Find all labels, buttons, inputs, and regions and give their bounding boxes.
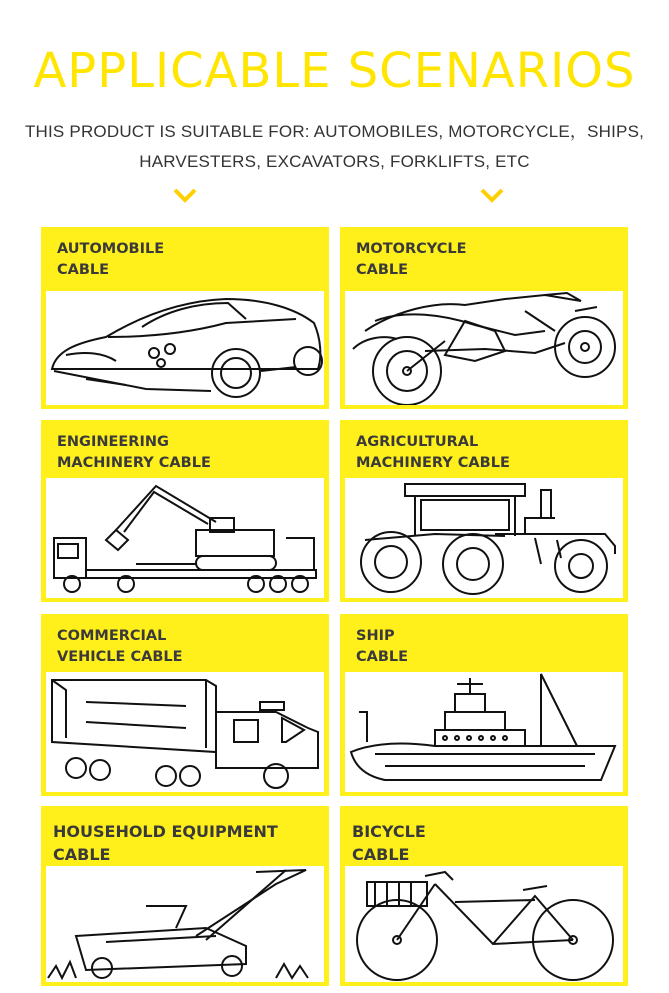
subtitle-line-2: HARVESTERS, EXCAVATORS, FORKLIFTS, ETC	[139, 152, 530, 171]
lawn-mower-illustration	[46, 866, 324, 982]
card-commercial-vehicle-cable	[41, 614, 329, 796]
card-automobile-cable	[41, 227, 329, 409]
card-household-equipment-cable	[41, 806, 329, 986]
card-label: HOUSEHOLD EQUIPMENT CABLE	[53, 822, 278, 864]
card-label: AGRICULTURAL MACHINERY CABLE	[356, 434, 510, 471]
card-ship-cable	[340, 614, 628, 796]
sports-car-illustration	[46, 291, 324, 405]
motorcycle-illustration	[345, 291, 623, 405]
card-engineering-machinery-cable	[41, 420, 329, 602]
ship-illustration	[345, 672, 623, 792]
chevron-down-icon	[480, 188, 504, 204]
card-label: BICYCLE CABLE	[352, 822, 426, 864]
card-agricultural-machinery-cable	[340, 420, 628, 602]
chevron-down-icon	[173, 188, 197, 204]
tractor-illustration	[345, 478, 623, 598]
card-motorcycle-cable	[340, 227, 628, 409]
box-truck-illustration	[46, 672, 324, 792]
card-label: ENGINEERING MACHINERY CABLE	[57, 434, 211, 471]
card-bicycle-cable	[340, 806, 628, 986]
card-label: SHIP CABLE	[356, 628, 409, 665]
card-label: AUTOMOBILE CABLE	[57, 241, 165, 278]
card-label: COMMERCIAL VEHICLE CABLE	[57, 628, 183, 665]
bicycle-illustration	[345, 866, 623, 982]
card-label: MOTORCYCLE CABLE	[356, 241, 467, 278]
excavator-truck-illustration	[46, 478, 324, 598]
page-title: APPLICABLE SCENARIOS	[33, 43, 636, 99]
subtitle-line-1: THIS PRODUCT IS SUITABLE FOR: AUTOMOBILES, MOTORCYCLE，SHIPS,	[24, 122, 645, 141]
